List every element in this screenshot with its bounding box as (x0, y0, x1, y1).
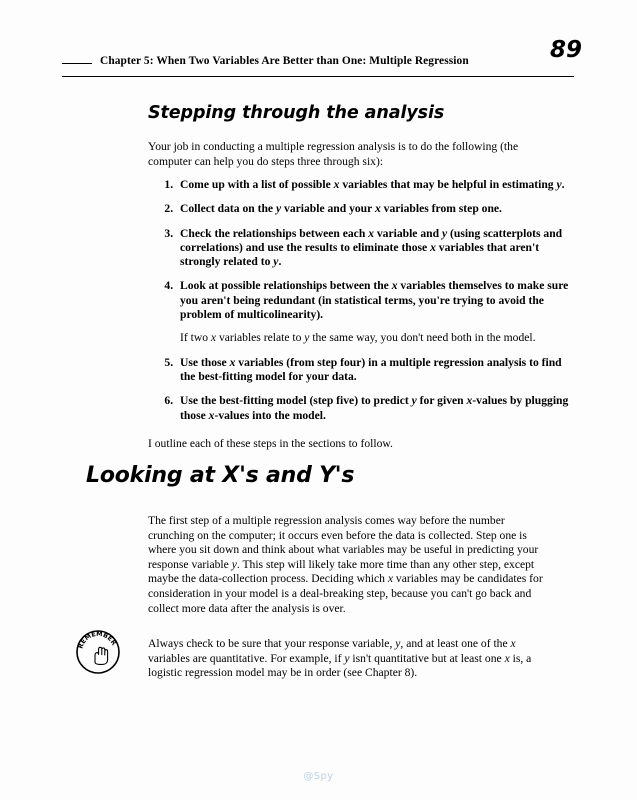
list-item (176, 394, 572, 423)
step-text: Collect data on the y variable and your x variables from step one. (180, 202, 502, 216)
page-number: 89 (549, 37, 582, 63)
step-text: Use the best-fitting model (step five) to predict y for given x-values by plugging those x-values into the model. (180, 394, 569, 422)
step-text: Use those x variables (from step four) in a multiple regression analysis to find the best-fitting model for your data. (180, 355, 562, 383)
list-item (176, 178, 572, 192)
stepping-closing-paragraph (148, 437, 544, 461)
looking-paragraph-2 (148, 637, 544, 690)
closing-text: I outline each of these steps in the sections to follow. (148, 437, 393, 450)
stepping-intro-paragraph (148, 140, 544, 178)
step-text: Come up with a list of possible x variables that may be helpful in estimating y. (180, 178, 565, 191)
list-item (176, 202, 572, 216)
paragraph-text: Always check to be sure that your response variable, y, and at least one of the x variables are quantitative. For example, if y isn't quantitative but at least one x is, a logistic regression model may be in order (see Chapter 8). (148, 637, 532, 680)
step-four-note: If two x variables relate to y the same way, you don't need both in the model. (180, 331, 536, 345)
header-rule (62, 62, 92, 64)
running-head (62, 37, 582, 67)
section-heading-looking: Looking at X's and Y's (86, 463, 355, 488)
running-head-left (62, 55, 469, 67)
list-item (176, 356, 572, 385)
header-divider (62, 76, 574, 77)
step-text: Check the relationships between each x variable and y (using scatterplots and correlations) and use the results to eliminate those x variables that aren't strongly related to y. (180, 226, 563, 269)
steps-list (148, 178, 572, 433)
list-item (176, 227, 572, 270)
paragraph-text: The first step of a multiple regression analysis comes way before the number crunching on the computer; it occurs even before the data is collected. Step one is where you sit down and think about what variables may be useful in predicting your response variable y. This step will likely take more time than any other step, except maybe the data-collection process. Deciding which x variables may be candidates for consideration in your model is a deal-breaking step, because you can't go back and collect more data after the analysis is over. (148, 514, 543, 615)
svg-text:REMEMBER: REMEMBER (76, 629, 119, 650)
list-item (176, 279, 572, 345)
remember-icon (72, 626, 124, 678)
looking-paragraph-1 (148, 514, 544, 625)
chapter-title: Chapter 5: When Two Variables Are Better than One: Multiple Regression (100, 55, 469, 67)
section-heading-stepping: Stepping through the analysis (148, 103, 445, 123)
step-text: Look at possible relationships between the x variables themselves to make sure you aren't being redundant (in statistical terms, you're trying to avoid the problem of multicolinearity). (180, 279, 569, 322)
watermark: @Spy (303, 771, 334, 782)
intro-text: Your job in conducting a multiple regression analysis is to do the following (the computer can help you do steps three through six): (148, 140, 519, 168)
